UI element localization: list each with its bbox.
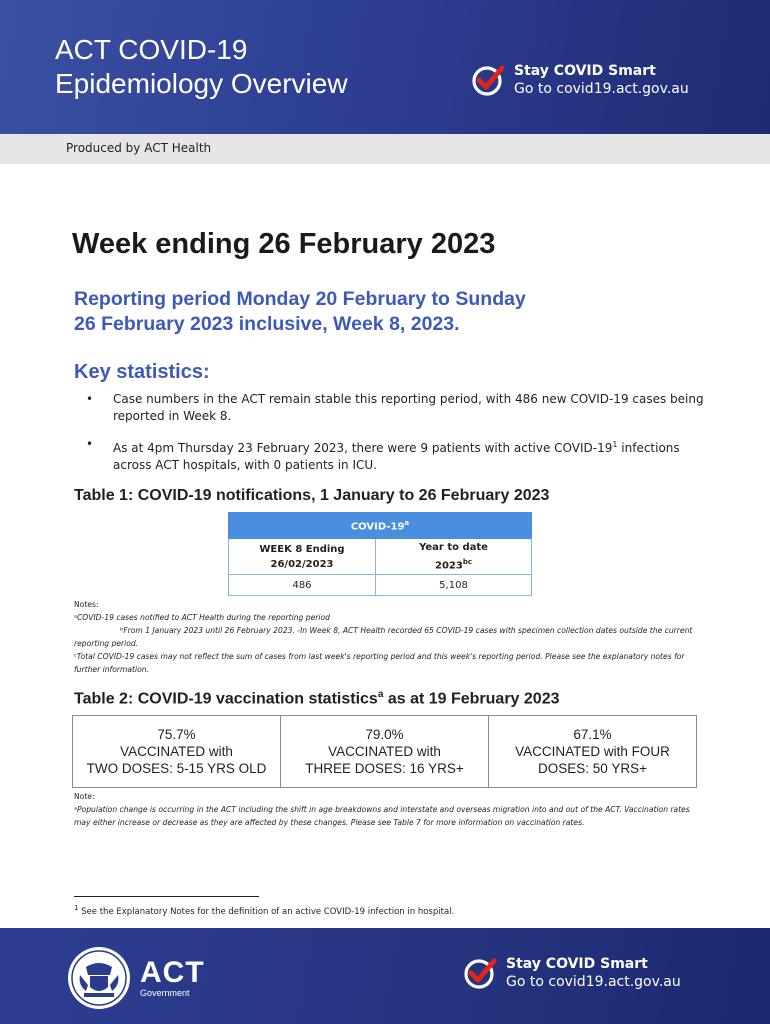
column-header-ytd: Year to date $2023^{bc}$: [376, 539, 532, 575]
act-crest-icon: [66, 945, 132, 1011]
check-shield-icon: [470, 62, 506, 98]
footnote-ref[interactable]: 1: [612, 440, 618, 449]
reporting-period: [74, 287, 674, 337]
produced-by-text: Produced by ACT Health: [66, 141, 212, 155]
note-c: ᶜTotal COVID-19 cases may not reflect the sum of cases from last week's reporting period and this week's reporting period. Please see the explanatory notes for further information.: [74, 652, 685, 674]
title-line-2: Epidemiology Overview: [55, 68, 348, 99]
reporting-line-1: Reporting period Monday 20 February to Sunday: [74, 288, 526, 310]
check-shield-icon: [462, 955, 498, 991]
key-statistics-heading: Key statistics:: [74, 361, 210, 383]
note-b: ᵇFrom 1 January 2023 until 26 February 2023. -In Week 8, ACT Health recorded 65 COVID-19 cases with specimen collection dates outside the current reporting period.: [74, 626, 693, 648]
government-wordmark: Government: [140, 987, 190, 998]
vaccination-cell-four-doses: 67.1% VACCINATED with FOUR DOSES: 50 YRS+: [515, 727, 670, 776]
table1-notes: [74, 598, 704, 676]
list-item: [86, 391, 706, 425]
footnote-divider: [74, 896, 259, 897]
table2-title: Table 2: COVID-19 vaccination statistics$^a$ as at 19 February 2023: [74, 689, 560, 708]
notes-label: Notes:: [74, 600, 99, 609]
act-government-logo: [66, 945, 205, 1011]
title-line-1: ACT COVID-19: [55, 34, 248, 65]
promo-headline: Stay COVID Smart: [514, 62, 656, 79]
bullet-text: As at 4pm Thursday 23 February 2023, there were 9 patients with active COVID-19: [113, 441, 613, 455]
reporting-line-2: 26 February 2023 inclusive, Week 8, 2023.: [74, 313, 460, 335]
stay-covid-smart-promo-footer: [462, 955, 681, 991]
vaccination-cell-three-doses: 79.0% VACCINATED with THREE DOSES: 16 YRS+: [281, 716, 489, 787]
list-item: [86, 436, 706, 474]
ytd-value: 5,108: [376, 575, 532, 596]
notifications-table: [228, 512, 532, 596]
table2-notes: [74, 790, 704, 829]
column-header-week: WEEK 8 Ending 26/02/2023: [229, 539, 376, 575]
week-title: Week ending 26 February 2023: [72, 228, 496, 260]
key-statistics-list: [86, 391, 706, 485]
bullet-text: Case numbers in the ACT remain stable this reporting period, with 486 new COVID-19 cases being reported in Week 8.: [113, 392, 704, 423]
act-wordmark: ACT: [140, 955, 205, 989]
vaccination-cell-two-doses: 75.7% VACCINATED with TWO DOSES: 5-15 YRS OLD: [73, 716, 281, 787]
table-header: COVID-19$^a$: [229, 513, 532, 539]
table-row: [229, 575, 532, 596]
bullet-text-rest: infections across ACT hospitals, with 0 patients in ICU.: [113, 441, 680, 472]
week-value: 486: [229, 575, 376, 596]
note-a: ᵃPopulation change is occurring in the ACT including the shift in age breakdowns and interstate and overseas migration into and out of the ACT. Vaccination rates may either increase or decrease as they are affected by these changes. Please see Table 7 for more information on vaccination rates.: [74, 805, 690, 827]
promo-url[interactable]: Go to covid19.act.gov.au: [506, 973, 681, 990]
note-a: ᵃCOVID-19 cases notified to ACT Health during the reporting period: [74, 613, 330, 622]
header-banner: [0, 0, 770, 134]
notes-label: Note:: [74, 792, 95, 801]
document-title: [55, 33, 348, 101]
promo-url[interactable]: Go to covid19.act.gov.au: [514, 80, 689, 97]
produced-by-bar: [0, 134, 770, 164]
footnote: $^1$ See the Explanatory Notes for the definition of an active COVID-19 infection in hospital.: [74, 904, 455, 917]
vaccination-table: [72, 715, 697, 788]
stay-covid-smart-promo: [470, 62, 689, 98]
promo-headline: Stay COVID Smart: [506, 955, 648, 972]
table1-title: Table 1: COVID-19 notifications, 1 January to 26 February 2023: [74, 487, 550, 504]
